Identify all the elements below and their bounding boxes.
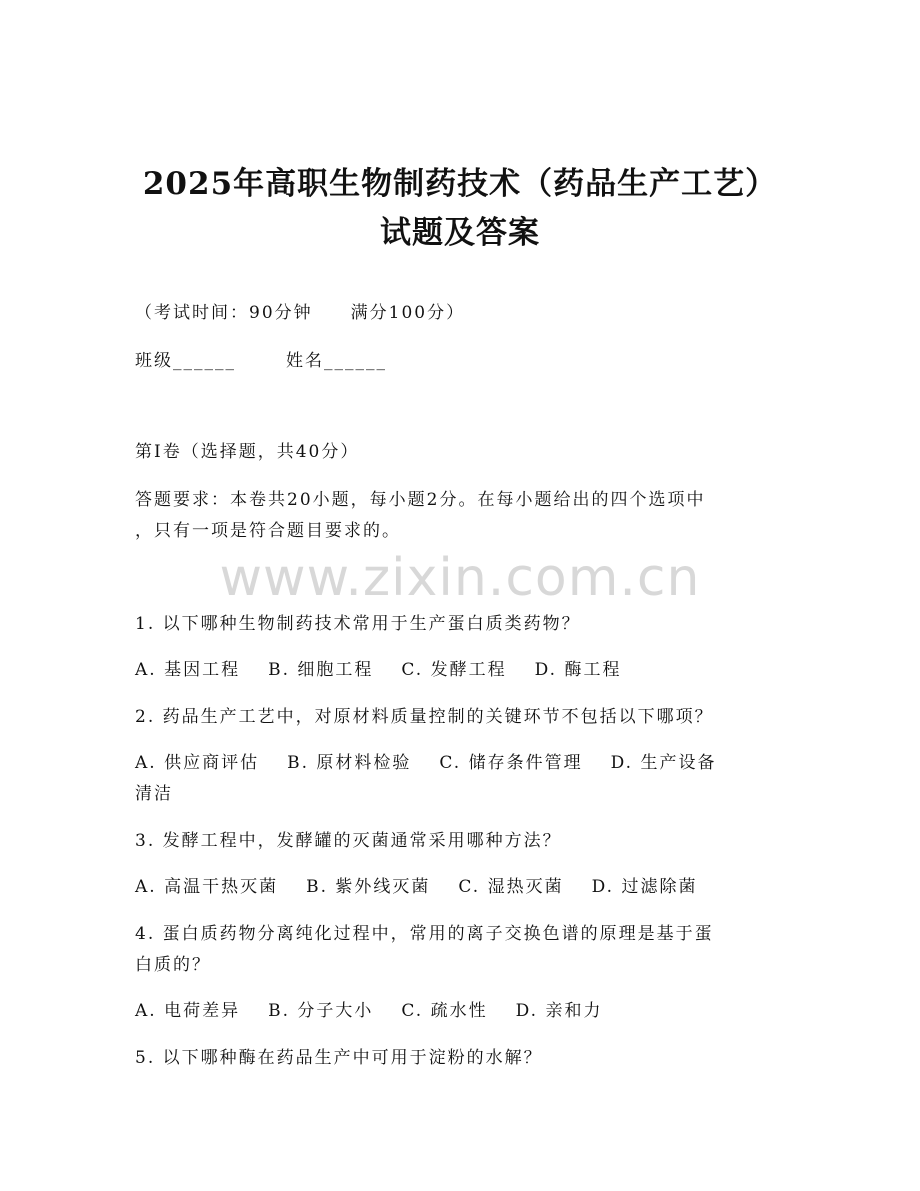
question-1: 1. 以下哪种生物制药技术常用于生产蛋白质类药物？ (135, 614, 581, 634)
option-b: B. 原材料检验 (287, 753, 412, 773)
name-field-label: 姓名______ (286, 351, 387, 371)
option-c: C. 疏水性 (401, 1001, 488, 1021)
document-title-line-1: 2025年高职生物制药技术（药品生产工艺） (142, 166, 778, 202)
option-b: B. 分子大小 (268, 1001, 374, 1021)
option-c: C. 湿热灭菌 (458, 877, 564, 897)
option-d: D. 亲和力 (515, 1001, 603, 1021)
student-info-row (135, 346, 785, 377)
question-2: 2. 药品生产工艺中，对原材料质量控制的关键环节不包括以下哪项？ (135, 707, 714, 727)
option-d: D. 生产设备 (610, 753, 717, 773)
watermark: www.zixin.com.cn (219, 548, 701, 608)
option-a: A. 电荷差异 (135, 1001, 241, 1021)
option-c: C. 发酵工程 (401, 660, 507, 680)
option-a: A. 供应商评估 (135, 753, 260, 773)
question-2-options-continued: 清洁 (135, 784, 173, 804)
option-a: A. 高温干热灭菌 (135, 877, 279, 897)
question-4-options (135, 996, 785, 1027)
option-d: D. 酶工程 (534, 660, 622, 680)
option-c: C. 储存条件管理 (439, 753, 583, 773)
option-b: B. 紫外线灭菌 (306, 877, 431, 897)
instructions-line-1: 答题要求：本卷共20小题，每小题2分。在每小题给出的四个选项中 (135, 490, 706, 510)
option-a: A. 基因工程 (135, 660, 241, 680)
instructions-line-2: ，只有一项是符合题目要求的。 (135, 521, 401, 541)
section-title: 第I卷（选择题，共40分） (135, 442, 360, 462)
document-title-line-2: 试题及答案 (380, 215, 540, 251)
question-2-options (135, 748, 785, 779)
question-1-options (135, 655, 785, 686)
exam-info: （考试时间：90分钟 满分100分） (135, 303, 466, 323)
option-d: D. 过滤除菌 (591, 877, 698, 897)
question-3: 3. 发酵工程中，发酵罐的灭菌通常采用哪种方法？ (135, 831, 562, 851)
option-b: B. 细胞工程 (268, 660, 374, 680)
question-3-options (135, 872, 785, 903)
question-4: 4. 蛋白质药物分离纯化过程中，常用的离子交换色谱的原理是基于蛋 (135, 924, 714, 944)
question-4-continued: 白质的？ (135, 955, 211, 975)
question-5: 5. 以下哪种酶在药品生产中可用于淀粉的水解？ (135, 1048, 543, 1068)
class-field-label: 班级______ (135, 351, 236, 371)
